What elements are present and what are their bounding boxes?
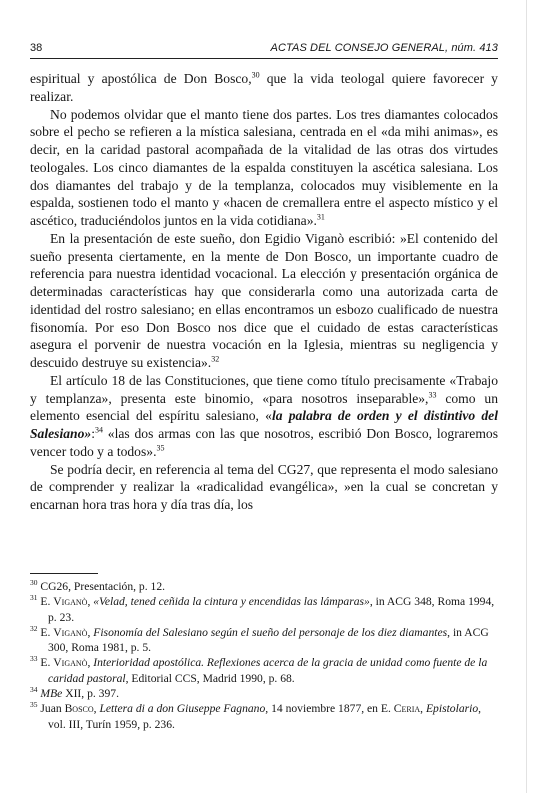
paragraph-1 (30, 70, 498, 106)
footnote-text: Interioridad apostólica. Reflexiones acerca de la gracia de unidad como fuente de la caridad pastoral (48, 656, 488, 685)
footnote-text: , (87, 595, 94, 609)
footnote-ref-30: 30 (251, 70, 260, 80)
page-edge (526, 0, 527, 793)
footnote-text: , in ACG 300, Roma 1981, p. 5. (48, 625, 489, 655)
footnote-number: 35 (30, 700, 38, 710)
footnote-33 (30, 655, 498, 686)
footnote-text: E. (40, 595, 54, 609)
footnote-number: 31 (30, 593, 38, 603)
text-run: espiritual y apostólica de Don Bosco, (30, 71, 252, 86)
paragraph-4 (30, 372, 498, 461)
footnote-divider (30, 573, 98, 574)
text-run: : (91, 426, 95, 441)
footnote-text: Bosco (64, 702, 94, 716)
text-run: El artículo 18 de las Constituciones, que tiene como título precisamente «Trabajo y templanza», presenta este binomio, «para nosotros inseparable», (30, 372, 498, 406)
footnote-text: E. (40, 625, 54, 639)
footnote-number: 32 (30, 624, 38, 634)
footnote-text: Fisonomía del Salesiano según el sueño del personaje de los diez diamantes (93, 625, 448, 639)
footnote-text: , (87, 625, 94, 639)
text-run: Se podría decir, en referencia al tema del CG27, que representa el modo salesiano de comprender y realizar la «radicalidad evangélica», »en la cual se concretan y encarnan hora tras hora y día tras día, los (30, 461, 498, 512)
footnote-ref-33: 33 (428, 389, 437, 399)
footnote-text: «Velad, tened ceñida la cintura y encendidas las lámparas» (93, 595, 370, 609)
emphasized-quote: la palabra de orden y el distintivo del Salesiano» (30, 408, 498, 441)
footnote-text: , vol. III, Turín 1959, p. 236. (48, 702, 482, 731)
footnote-text: Lettera di a don Giuseppe Fagnano, (99, 702, 269, 716)
footnote-text: Juan (40, 702, 65, 716)
paragraph-3 (30, 230, 498, 372)
footnote-text: Epistolario (425, 702, 479, 716)
footnote-ref-32: 32 (211, 354, 220, 364)
running-header (30, 42, 498, 59)
footnote-text: , (93, 702, 100, 716)
footnote-text: XII, p. 397. (62, 687, 119, 701)
footnote-text: MBe (40, 687, 63, 701)
text-run: que la vida teologal quiere favorecer y realizar. (30, 71, 498, 104)
paragraph-5 (30, 461, 498, 514)
text-run: En la presentación de este sueño, don Egidio Viganò escribió: »El contenido del sueño presenta ciertamente, en la mente de Don Bosco, un importante cuadro de referencia para nuestra identidad vocacional. La elección y presentación orgánica de determinadas características hay que considerarla como una autorizada carta de identidad del rostro salesiano; en ellas encontramos un esbozo cualificado de nuestra fisonomía. Por eso Don Bosco nos dice que el cuidado de estas características asegura el porvenir de nuestra vocación en la Iglesia, mientras su negligencia y descuido destruye su existencia». (30, 230, 498, 370)
footnote-ref-35: 35 (156, 443, 165, 453)
footnote-text: Ceria (393, 702, 421, 716)
footnote-text: Viganò (53, 625, 88, 639)
footnote-30 (30, 579, 498, 594)
footnote-text: E. (40, 656, 54, 670)
body-text (30, 70, 498, 514)
footnote-ref-31: 31 (316, 212, 325, 222)
footnote-text: Viganò (53, 656, 88, 670)
text-run: No podemos olvidar que el manto tiene dos partes. Los tres diamantes colocados sobre el pecho se refieren a la mística salesiana, centrada en el «da mihi animas», es decir, en la caridad pastoral acompañada de la vitalidad de las otras dos virtudes teologales. Los cinco diamantes de la espalda constituyen la ascética salesiana. Los dos diamantes del trabajo y de la templanza, colocados muy visiblemente en la espalda, sostienen todo el manto y «hacen de cremallera entre el aspecto místico y el ascético, traduciéndolos juntos en la vida cotidiana». (30, 106, 498, 228)
footnote-35 (30, 701, 498, 732)
footnote-34 (30, 686, 498, 701)
text-run: «las dos armas con las que nosotros, escribió Don Bosco, lograremos vencer todo y a todos». (30, 426, 498, 459)
footnote-number: 30 (30, 578, 38, 588)
footnote-text: , (87, 656, 94, 670)
footnote-text: 14 noviembre 1877, en E. (268, 702, 394, 716)
footnote-text: , Editorial CCS, Madrid 1990, p. 68. (125, 671, 295, 685)
page-number: 38 (30, 42, 43, 54)
footnote-number: 34 (30, 685, 38, 695)
footnote-number: 33 (30, 654, 38, 664)
footnotes (30, 579, 498, 732)
footnote-text: Viganò (53, 595, 88, 609)
footnote-32 (30, 625, 498, 656)
paragraph-2 (30, 106, 498, 230)
footnote-31 (30, 594, 498, 625)
text-run: como un elemento esencial del espíritu salesiano, « (30, 390, 498, 424)
footnote-text: CG26, Presentación, p. 12. (40, 580, 166, 593)
running-title: ACTAS DEL CONSEJO GENERAL, núm. 413 (270, 42, 498, 54)
footnote-text: , (420, 702, 426, 716)
footnote-text: , in ACG 348, Roma 1994, p. 23. (48, 595, 495, 624)
footnote-ref-34: 34 (94, 425, 103, 435)
